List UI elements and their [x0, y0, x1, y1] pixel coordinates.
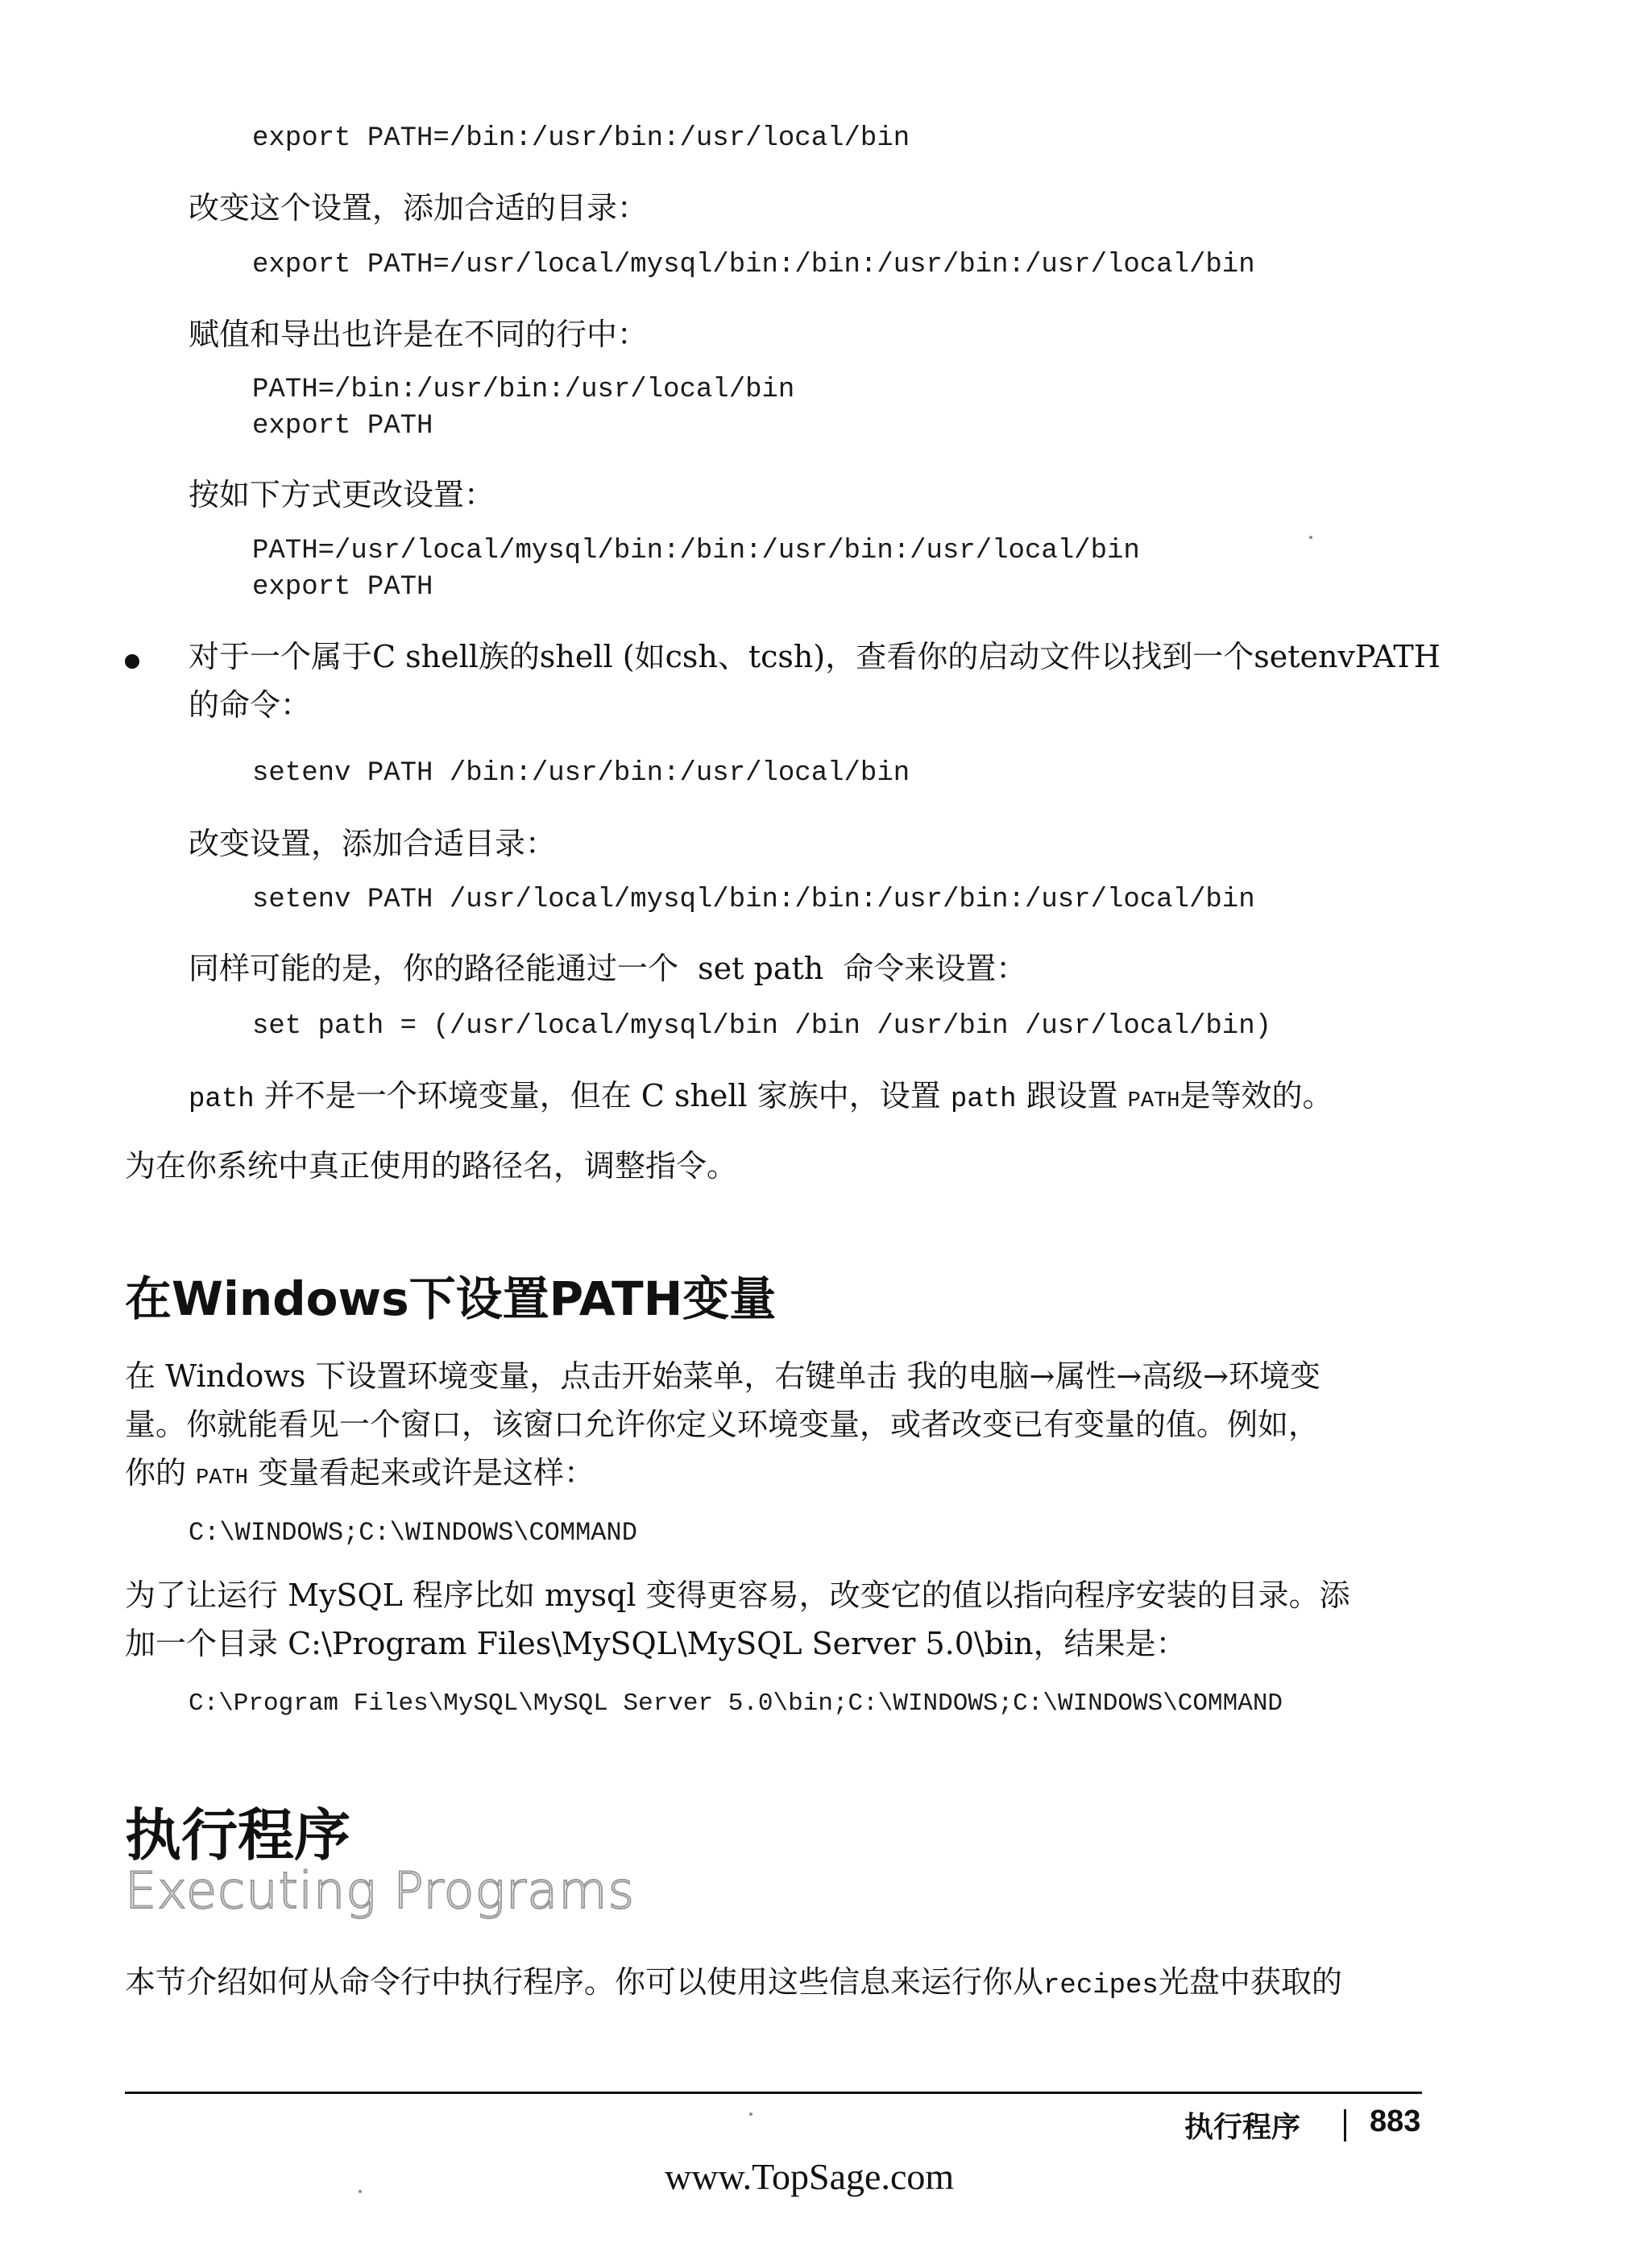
inline-text: 变量看起来或许是这样： [247, 1455, 595, 1491]
code-block: setenv PATH /usr/local/mysql/bin:/bin:/usr/bin:/usr/local/bin [252, 885, 1255, 915]
chapter-section-title: 执行程序 [125, 1802, 350, 1868]
paragraph-line [125, 1958, 1342, 2010]
paragraph-line [125, 1449, 595, 1503]
code-block: PATH=/bin:/usr/bin:/usr/local/bin export PATH [252, 375, 795, 442]
inline-text: 你的 [125, 1455, 197, 1491]
scan-speck [749, 2113, 752, 2116]
code-block: export PATH=/bin:/usr/bin:/usr/local/bin [252, 123, 910, 154]
paragraph-line: 为了让运行 MySQL 程序比如 mysql 变得更容易，改变它的值以指向程序安装的目录。添 [125, 1578, 1350, 1613]
footer-rule [125, 2092, 1422, 2094]
paragraph: 为在你系统中真正使用的路径名，调整指令。 [125, 1148, 738, 1184]
inline-code: path [950, 1084, 1017, 1115]
inline-text: 跟设置 [1016, 1078, 1128, 1113]
paragraph: 改变设置，添加合适目录： [189, 826, 557, 861]
inline-code: PATH [1127, 1089, 1180, 1113]
website-link[interactable]: www.TopSage.com [665, 2156, 955, 2197]
scan-speck [359, 2190, 362, 2193]
code-block: setenv PATH /bin:/usr/bin:/usr/local/bin [252, 758, 910, 789]
code-block: export PATH=/usr/local/mysql/bin:/bin:/usr/bin:/usr/local/bin [252, 250, 1255, 280]
paragraph-line: 量。你就能看见一个窗口，该窗口允许你定义环境变量，或者改变已有变量的值。例如， [125, 1407, 1320, 1442]
inline-text: 并不是一个环境变量，但在 C shell 家族中，设置 [254, 1078, 951, 1113]
code-block: C:\WINDOWS;C:\WINDOWS\COMMAND [189, 1518, 637, 1548]
path-note [189, 1072, 1333, 1126]
paragraph: 同样可能的是，你的路径能通过一个 set path 命令来设置： [189, 951, 1027, 986]
footer-separator [1344, 2109, 1346, 2142]
paragraph-line: 在 Windows 下设置环境变量，点击开始菜单，右键单击 我的电脑→属性→高级→环境变 [125, 1358, 1321, 1394]
paragraph: 按如下方式更改设置： [189, 477, 495, 512]
scan-speck [1309, 536, 1312, 539]
bullet-text-line2: 的命令： [189, 687, 312, 723]
inline-code: PATH [196, 1466, 248, 1491]
code-block: PATH=/usr/local/mysql/bin:/bin:/usr/bin:/usr/local/bin export PATH [252, 536, 1140, 603]
bullet-text-line1: 对于一个属于C shell族的shell (如csh、tcsh)，查看你的启动文件以找到一个setenvPATH [189, 639, 1441, 674]
inline-text: 本节介绍如何从命令行中执行程序。你可以使用这些信息来运行你从 [125, 1964, 1044, 2000]
chapter-section-subtitle: Executing Programs [125, 1861, 635, 1920]
footer-section-title: 执行程序 [1184, 2111, 1301, 2144]
inline-text: 光盘中获取的 [1158, 1964, 1342, 2000]
section-heading: 在Windows下设置PATH变量 [125, 1271, 777, 1326]
paragraph-line: 加一个目录 C:\Program Files\MySQL\MySQL Server 5.0\bin，结果是： [125, 1626, 1187, 1661]
code-block: C:\Program Files\MySQL\MySQL Server 5.0\bin;C:\WINDOWS;C:\WINDOWS\COMMAND [189, 1690, 1283, 1718]
page-number: 883 [1370, 2104, 1421, 2138]
inline-text: 是等效的。 [1179, 1078, 1333, 1113]
bullet-icon [125, 654, 139, 669]
paragraph: 赋值和导出也许是在不同的行中： [189, 317, 649, 352]
paragraph: 改变这个设置，添加合适的目录： [189, 190, 649, 226]
inline-code: recipes [1043, 1971, 1159, 2001]
code-block: set path = (/usr/local/mysql/bin /bin /usr/bin /usr/local/bin) [252, 1011, 1272, 1042]
inline-code: path [189, 1084, 255, 1115]
